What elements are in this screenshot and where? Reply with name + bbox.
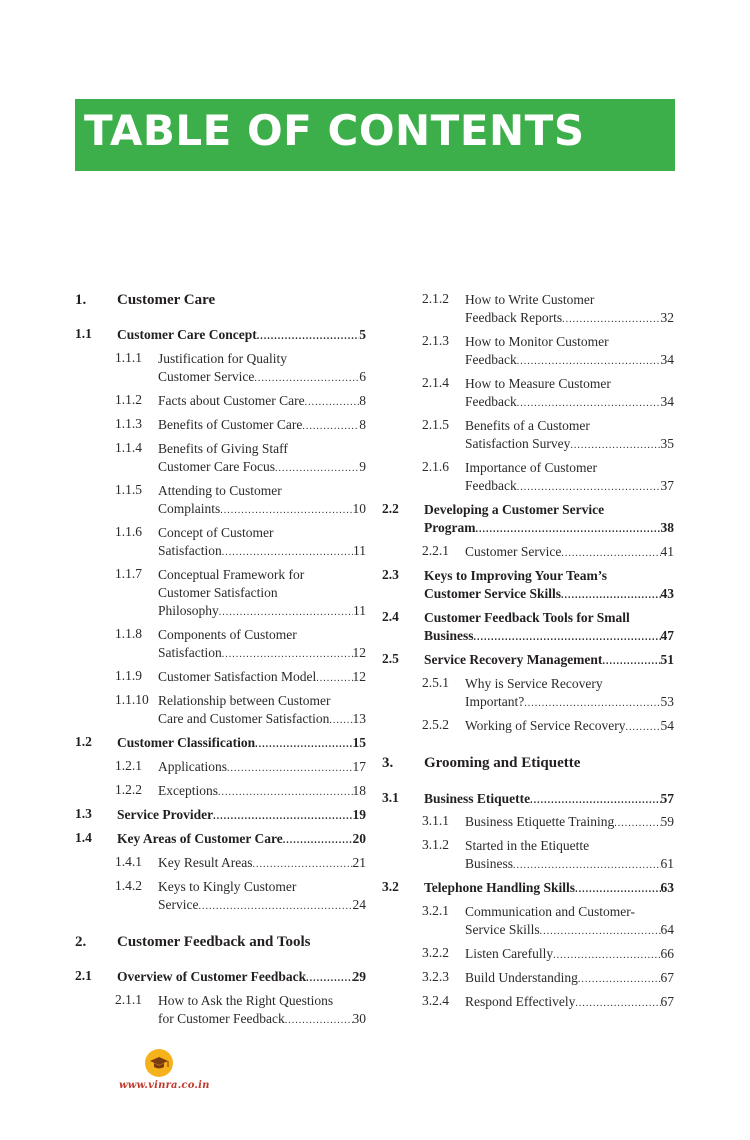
- entry-title-line: Communication and Customer-: [465, 904, 635, 919]
- entry-number: 1.1.8: [115, 626, 142, 641]
- page-number: 13: [352, 711, 366, 726]
- page-number: 12: [352, 669, 366, 684]
- page-number: 8: [359, 417, 366, 432]
- entry-title-line: Feedback: [465, 478, 517, 493]
- entry-number: 2.1.3: [422, 333, 449, 348]
- entry-number: 1.1.2: [115, 392, 142, 407]
- entry-title-line: How to Ask the Right Questions: [158, 993, 334, 1008]
- page-number: 47: [660, 628, 674, 643]
- page-number: 18: [352, 783, 366, 798]
- page-number: 38: [660, 520, 674, 535]
- section-number: 3.1: [382, 790, 399, 805]
- section-title-line: Customer Feedback Tools for Small: [424, 610, 630, 625]
- entry-title-line: Benefits of Giving Staff: [158, 441, 288, 456]
- entry-title-line: Feedback Reports: [465, 310, 563, 325]
- entry-title-line: Business: [465, 856, 514, 871]
- entry-number: 1.1.4: [115, 440, 142, 455]
- entry-title-line: Satisfaction: [158, 543, 222, 558]
- section-title-line: Business: [424, 628, 474, 643]
- page-number: 37: [660, 478, 674, 493]
- entry-number: 3.2.1: [422, 903, 449, 918]
- page-number: 10: [352, 501, 366, 516]
- entry-number: 3.1.1: [422, 813, 449, 828]
- entry-title-line: Key Result Areas: [158, 855, 253, 870]
- section-title-line: Customer Service Skills: [424, 586, 561, 601]
- entry-title-line: Build Understanding: [465, 970, 578, 985]
- entry-title-line: for Customer Feedback: [158, 1011, 285, 1026]
- entry-number: 2.1.5: [422, 417, 449, 432]
- section-number: 2.5: [382, 651, 399, 666]
- entry-title-line: Conceptual Framework for: [158, 567, 305, 582]
- entry-number: 2.1.1: [115, 992, 142, 1007]
- chapter-title: Customer Feedback and Tools: [117, 934, 311, 950]
- page-number: 67: [660, 970, 674, 985]
- entry-title-line: Applications: [158, 759, 227, 774]
- page-number: 53: [660, 694, 674, 709]
- entry-title-line: Customer Satisfaction Model: [158, 669, 317, 684]
- page-number: 66: [660, 946, 674, 961]
- entry-title-line: Customer Care Focus: [158, 459, 275, 474]
- page-number: 57: [660, 791, 674, 806]
- page-number: 11: [353, 603, 366, 618]
- entry-title-line: Service: [158, 897, 199, 912]
- page-number: 41: [660, 544, 674, 559]
- entry-title-line: Philosophy: [158, 603, 219, 618]
- entry-title-line: Feedback: [465, 394, 517, 409]
- section-title-line: Program: [424, 520, 476, 535]
- entry-number: 3.2.4: [422, 993, 449, 1008]
- entry-number: 2.5.1: [422, 675, 449, 690]
- page-number: 64: [660, 922, 674, 937]
- entry-title-line: Important?: [465, 694, 525, 709]
- section-title: Overview of Customer Feedback: [117, 969, 307, 984]
- section-title-line: Keys to Improving Your Team’s: [424, 568, 608, 583]
- section-title: Service Recovery Management: [424, 652, 603, 667]
- section-number: 1.3: [75, 806, 92, 821]
- section-title: Service Provider: [117, 807, 214, 822]
- section-title-line: Developing a Customer Service: [424, 502, 605, 517]
- section-title: Customer Classification: [117, 735, 256, 750]
- entry-title-line: Justification for Quality: [158, 351, 287, 366]
- entry-title-line: Exceptions: [158, 783, 218, 798]
- entry-title-line: Benefits of Customer Care: [158, 417, 303, 432]
- page-number: 67: [660, 994, 674, 1009]
- page-number: 12: [352, 645, 366, 660]
- entry-number: 2.1.2: [422, 291, 449, 306]
- page-number: 21: [352, 855, 366, 870]
- section-number: 2.2: [382, 501, 399, 516]
- section-number: 3.2: [382, 879, 399, 894]
- entry-title-line: Keys to Kingly Customer: [158, 879, 297, 894]
- website-url[interactable]: www.vinra.co.in: [119, 1080, 210, 1091]
- page-number: 19: [352, 807, 366, 822]
- page-number: 11: [353, 543, 366, 558]
- entry-title-line: Business Etiquette Training: [465, 814, 615, 829]
- entry-number: 1.1.1: [115, 350, 142, 365]
- entry-title-line: How to Write Customer: [465, 292, 595, 307]
- entry-number: 2.1.4: [422, 375, 449, 390]
- entry-number: 1.1.7: [115, 566, 142, 581]
- entry-title-line: How to Measure Customer: [465, 376, 611, 391]
- section-number: 1.4: [75, 830, 92, 845]
- page-number: 24: [352, 897, 366, 912]
- entry-title-line: Feedback: [465, 352, 517, 367]
- section-number: 2.3: [382, 567, 399, 582]
- entry-number: 1.4.1: [115, 854, 142, 869]
- entry-title-line: Listen Carefully: [465, 946, 554, 961]
- chapter-number: 1.: [75, 292, 87, 308]
- page-title: TABLE OF CONTENTS: [84, 106, 585, 155]
- page-number: 17: [352, 759, 366, 774]
- section-number: 2.1: [75, 968, 92, 983]
- page-number: 30: [352, 1011, 366, 1026]
- entry-title-line: Satisfaction: [158, 645, 222, 660]
- entry-title-line: Customer Satisfaction: [158, 585, 278, 600]
- page-number: 51: [660, 652, 674, 667]
- page-number: 54: [660, 718, 674, 733]
- chapter-title: Customer Care: [117, 292, 216, 308]
- entry-title-line: Relationship between Customer: [158, 693, 331, 708]
- entry-number: 1.1.3: [115, 416, 142, 431]
- entry-title-line: Care and Customer Satisfaction: [158, 711, 330, 726]
- entry-number: 3.1.2: [422, 837, 449, 852]
- page-number: 34: [660, 352, 674, 367]
- section-number: 1.2: [75, 734, 92, 749]
- entry-title-line: Facts about Customer Care: [158, 393, 305, 408]
- entry-number: 2.2.1: [422, 543, 449, 558]
- entry-title-line: Complaints: [158, 501, 221, 516]
- entry-number: 1.1.10: [115, 692, 149, 707]
- entry-title-line: Attending to Customer: [158, 483, 282, 498]
- entry-number: 1.4.2: [115, 878, 142, 893]
- page-number: 32: [660, 310, 674, 325]
- page-number: 59: [660, 814, 674, 829]
- page-number: 9: [359, 459, 366, 474]
- title-banner: [75, 99, 675, 171]
- entry-title-line: Customer Service: [158, 369, 255, 384]
- entry-number: 1.2.2: [115, 782, 142, 797]
- chapter-number: 2.: [75, 934, 87, 950]
- page-number: 34: [660, 394, 674, 409]
- page-number: 8: [359, 393, 366, 408]
- chapter-title: Grooming and Etiquette: [424, 755, 581, 771]
- entry-title-line: Working of Service Recovery: [465, 718, 626, 733]
- page-number: 43: [660, 586, 674, 601]
- entry-title-line: Importance of Customer: [465, 460, 597, 475]
- page-number: 35: [660, 436, 674, 451]
- entry-title-line: Components of Customer: [158, 627, 297, 642]
- entry-number: 1.2.1: [115, 758, 142, 773]
- entry-title-line: Respond Effectively: [465, 994, 576, 1009]
- section-title: Key Areas of Customer Care: [117, 831, 283, 846]
- section-number: 1.1: [75, 326, 92, 341]
- entry-number: 1.1.5: [115, 482, 142, 497]
- page-number: 5: [359, 327, 366, 342]
- entry-title-line: Customer Service: [465, 544, 562, 559]
- page-number: 61: [660, 856, 674, 871]
- entry-title-line: Why is Service Recovery: [465, 676, 603, 691]
- entry-number: 2.1.6: [422, 459, 449, 474]
- page-number: 20: [352, 831, 366, 846]
- section-title: Customer Care Concept: [117, 327, 257, 342]
- entry-title-line: How to Monitor Customer: [465, 334, 609, 349]
- entry-title-line: Concept of Customer: [158, 525, 274, 540]
- page-number: 15: [352, 735, 366, 750]
- graduation-cap-icon: [145, 1049, 173, 1077]
- entry-number: 1.1.9: [115, 668, 142, 683]
- entry-number: 2.5.2: [422, 717, 449, 732]
- entry-number: 3.2.3: [422, 969, 449, 984]
- page-number: 29: [352, 969, 366, 984]
- entry-number: 3.2.2: [422, 945, 449, 960]
- chapter-number: 3.: [382, 755, 394, 771]
- page-number: 63: [660, 880, 674, 895]
- entry-title-line: Satisfaction Survey: [465, 436, 571, 451]
- entry-title-line: Service Skills: [465, 922, 540, 937]
- page-number: 6: [359, 369, 366, 384]
- section-number: 2.4: [382, 609, 399, 624]
- section-title: Business Etiquette: [424, 791, 531, 806]
- section-title: Telephone Handling Skills: [424, 880, 576, 895]
- entry-number: 1.1.6: [115, 524, 142, 539]
- entry-title-line: Benefits of a Customer: [465, 418, 590, 433]
- entry-title-line: Started in the Etiquette: [465, 838, 590, 853]
